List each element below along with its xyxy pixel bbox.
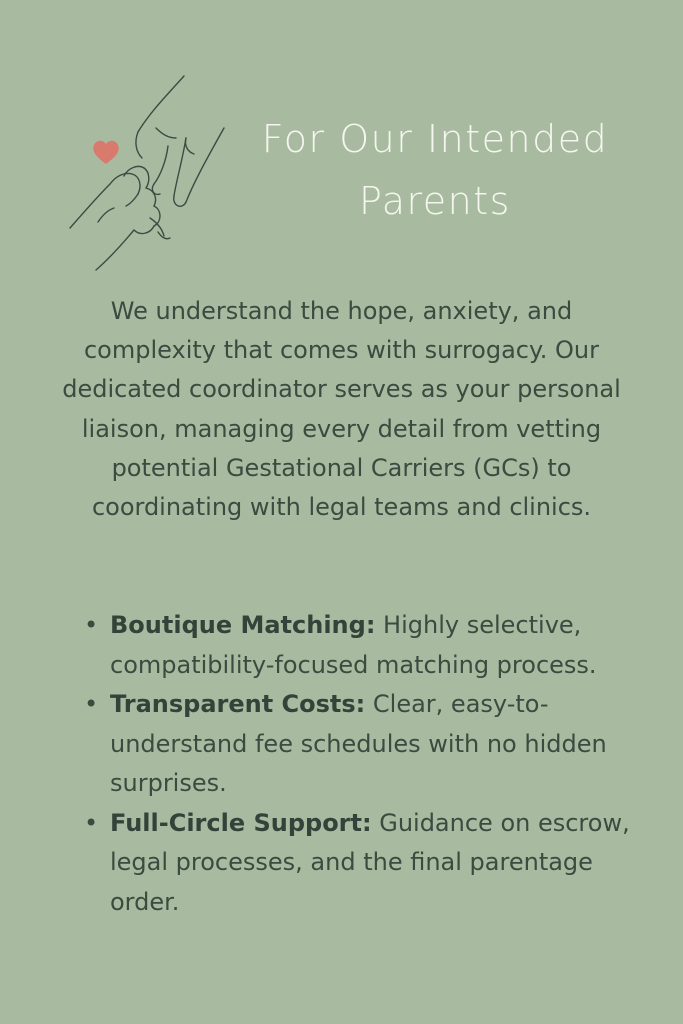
list-item (84, 606, 640, 685)
title-line-1: For Our Intended (261, 117, 609, 161)
heart-icon (93, 141, 118, 164)
feature-list (84, 606, 640, 922)
hands-holding-icon (58, 72, 233, 277)
feature-description: Highly selective, compatibility-focused matching process. (110, 611, 597, 679)
bullet-icon: • (84, 611, 99, 639)
feature-title: Full-Circle Support: (110, 808, 372, 837)
feature-title: Boutique Matching: (110, 611, 376, 639)
bullet-icon: • (84, 808, 99, 837)
intro-paragraph: We understand the hope, anxiety, and complexity that comes with surrogacy. Our dedicated coordinator serves as your personal liaison, managing every detail from vetting potential Gestational Carriers (GCs) to coordinating with legal teams and clinics. (62, 297, 621, 522)
feature-description: Guidance on escrow, legal processes, and the final parentage order. (110, 808, 630, 916)
bullet-icon: • (84, 690, 99, 718)
page-title (225, 108, 645, 232)
feature-description: Clear, easy-to-understand fee schedules with no hidden surprises. (110, 690, 607, 797)
list-item (84, 685, 640, 804)
feature-title: Transparent Costs: (110, 690, 366, 718)
list-item (84, 804, 640, 923)
title-line-2: Parents (359, 179, 511, 223)
